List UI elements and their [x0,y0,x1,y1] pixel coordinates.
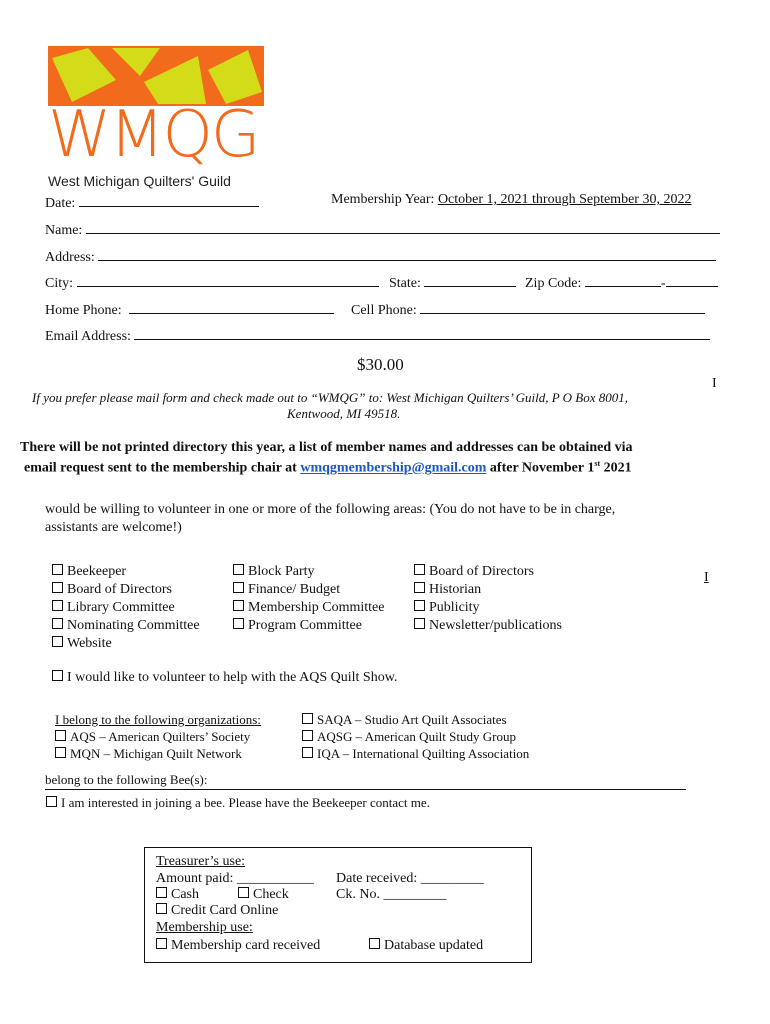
home-phone-row [45,299,334,319]
membership-year-label: Membership Year: [331,192,435,207]
volunteer-col1 [52,563,200,653]
address-row [45,246,716,266]
org-option-aqsg[interactable]: AQSG – American Quilt Study Group [302,728,529,745]
volunteer-option-block-party[interactable]: Block Party [233,563,384,581]
city-label: City: [45,276,74,291]
checkbox[interactable] [55,730,66,741]
membership-email-link[interactable]: wmqgmembership@gmail.com [300,460,487,476]
check-option[interactable]: Check [238,887,289,903]
treasurer-heading: Treasurer’s use: [156,854,246,869]
volunteer-option-website[interactable]: Website [52,635,200,653]
checkbox[interactable] [302,713,313,724]
checkbox[interactable] [414,564,425,575]
checkbox[interactable] [414,582,425,593]
home-phone-label: Home Phone: [45,303,122,318]
checkbox[interactable] [156,938,167,949]
address-label: Address: [45,250,95,265]
membership-year [331,192,691,208]
checkbox[interactable] [156,903,167,914]
email-row [45,325,710,345]
organizations-heading: I belong to the following organizations: [55,712,261,727]
directory-notice-prefix: email request sent to the membership chair at [24,460,297,476]
cell-phone-field[interactable] [420,299,705,314]
organizations-right [302,711,529,762]
checkbox[interactable] [52,600,63,611]
volunteer-option-program-committee[interactable]: Program Committee [233,617,384,635]
amount-paid[interactable]: Amount paid: ___________ [156,871,314,886]
zip-plus4-field[interactable] [666,272,718,287]
email-field[interactable] [134,325,710,340]
volunteer-option-newsletter[interactable]: Newsletter/publications [414,617,562,635]
check-number[interactable]: Ck. No. _________ [336,887,447,902]
org-option-saqa[interactable]: SAQA – Studio Art Quilt Associates [302,711,529,728]
city-field[interactable] [77,272,379,287]
checkbox[interactable] [52,582,63,593]
org-option-mqn[interactable]: MQN – Michigan Quilt Network [55,745,261,762]
city-row [45,272,379,292]
volunteer-option-historian[interactable]: Historian [414,581,562,599]
checkbox[interactable] [233,564,244,575]
zip-label: Zip Code: [525,276,582,291]
checkbox[interactable] [46,796,57,807]
volunteer-option-beekeeper[interactable]: Beekeeper [52,563,200,581]
zip-row [525,272,718,292]
directory-notice-year: 2021 [603,460,632,476]
stray-mark-1: I [712,376,717,391]
checkbox[interactable] [52,618,63,629]
bees-row[interactable] [45,772,686,790]
cell-phone-label: Cell Phone: [351,303,417,318]
checkbox[interactable] [52,636,63,647]
logo [48,46,266,191]
cell-phone-row [351,299,705,319]
home-phone-field[interactable] [129,299,334,314]
aqs-volunteer-option[interactable]: I would like to volunteer to help with the AQS Quilt Show. [52,670,397,686]
checkbox[interactable] [369,938,380,949]
volunteer-intro-line1: would be willing to volunteer in one or more of the following areas: (You do not have to be in charge, [45,502,616,517]
state-row [389,272,516,292]
volunteer-option-nominating-committee[interactable]: Nominating Committee [52,617,200,635]
logo-wordmark: WMQG [48,98,259,172]
checkbox[interactable] [55,747,66,758]
credit-card-option[interactable]: Credit Card Online [156,903,278,919]
email-label: Email Address: [45,329,131,344]
volunteer-option-finance-budget[interactable]: Finance/ Budget [233,581,384,599]
date-received[interactable]: Date received: _________ [336,871,484,886]
name-field[interactable] [86,219,720,234]
card-received-option[interactable]: Membership card received [156,938,320,954]
org-option-iqa[interactable]: IQA – International Quilting Association [302,745,529,762]
volunteer-option-membership-committee[interactable]: Membership Committee [233,599,384,617]
organizations-left [55,711,261,762]
treasurer-box [144,847,532,963]
checkbox[interactable] [52,670,63,681]
checkbox[interactable] [302,730,313,741]
name-row [45,219,720,239]
checkbox[interactable] [233,582,244,593]
date-label: Date: [45,196,76,211]
date-row [45,192,259,212]
volunteer-col2 [233,563,384,635]
address-field[interactable] [98,246,716,261]
state-label: State: [389,276,421,291]
membership-use-heading: Membership use: [156,920,253,935]
checkbox[interactable] [302,747,313,758]
checkbox[interactable] [52,564,63,575]
directory-notice-line2 [24,459,632,477]
membership-price: $30.00 [357,355,404,374]
database-updated-option[interactable]: Database updated [369,938,483,954]
state-field[interactable] [424,272,516,287]
checkbox[interactable] [233,600,244,611]
directory-notice-line1: There will be not printed directory this year, a list of member names and addresses can be obtained via [20,440,633,455]
volunteer-intro-line2: assistants are welcome!) [45,520,182,535]
checkbox[interactable] [233,618,244,629]
checkbox[interactable] [414,618,425,629]
checkbox[interactable] [414,600,425,611]
volunteer-option-board-of-directors-2[interactable]: Board of Directors [414,563,562,581]
logo-subtitle: West Michigan Quilters' Guild [48,173,231,189]
volunteer-option-board-of-directors[interactable]: Board of Directors [52,581,200,599]
zip-dash: - [660,276,666,291]
checkbox[interactable] [238,887,249,898]
name-label: Name: [45,223,83,238]
bees-label: belong to the following Bee(s): [45,772,208,787]
mail-note-line1: If you prefer please mail form and check made out to “WMQG” to: West Michigan Quilters’ Guild, P O Box 8001, [32,390,628,405]
cash-option[interactable]: Cash [156,887,199,903]
volunteer-option-library-committee[interactable]: Library Committee [52,599,200,617]
mail-note-line2: Kentwood, MI 49518. [287,406,401,421]
directory-notice-sup: st [594,459,601,468]
stray-mark-2: I [704,570,709,585]
org-option-aqs[interactable]: AQS – American Quilters’ Society [55,728,261,745]
zip-field[interactable] [585,272,661,287]
checkbox[interactable] [156,887,167,898]
join-bee-option[interactable]: I am interested in joining a bee. Please have the Beekeeper contact me. [46,795,430,811]
logo-quilt-graphic [48,46,264,106]
volunteer-option-publicity[interactable]: Publicity [414,599,562,617]
volunteer-col3 [414,563,562,635]
date-field[interactable] [79,192,259,207]
membership-year-value: October 1, 2021 through September 30, 2022 [437,192,692,207]
directory-notice-suffix: after November 1 [489,460,595,476]
